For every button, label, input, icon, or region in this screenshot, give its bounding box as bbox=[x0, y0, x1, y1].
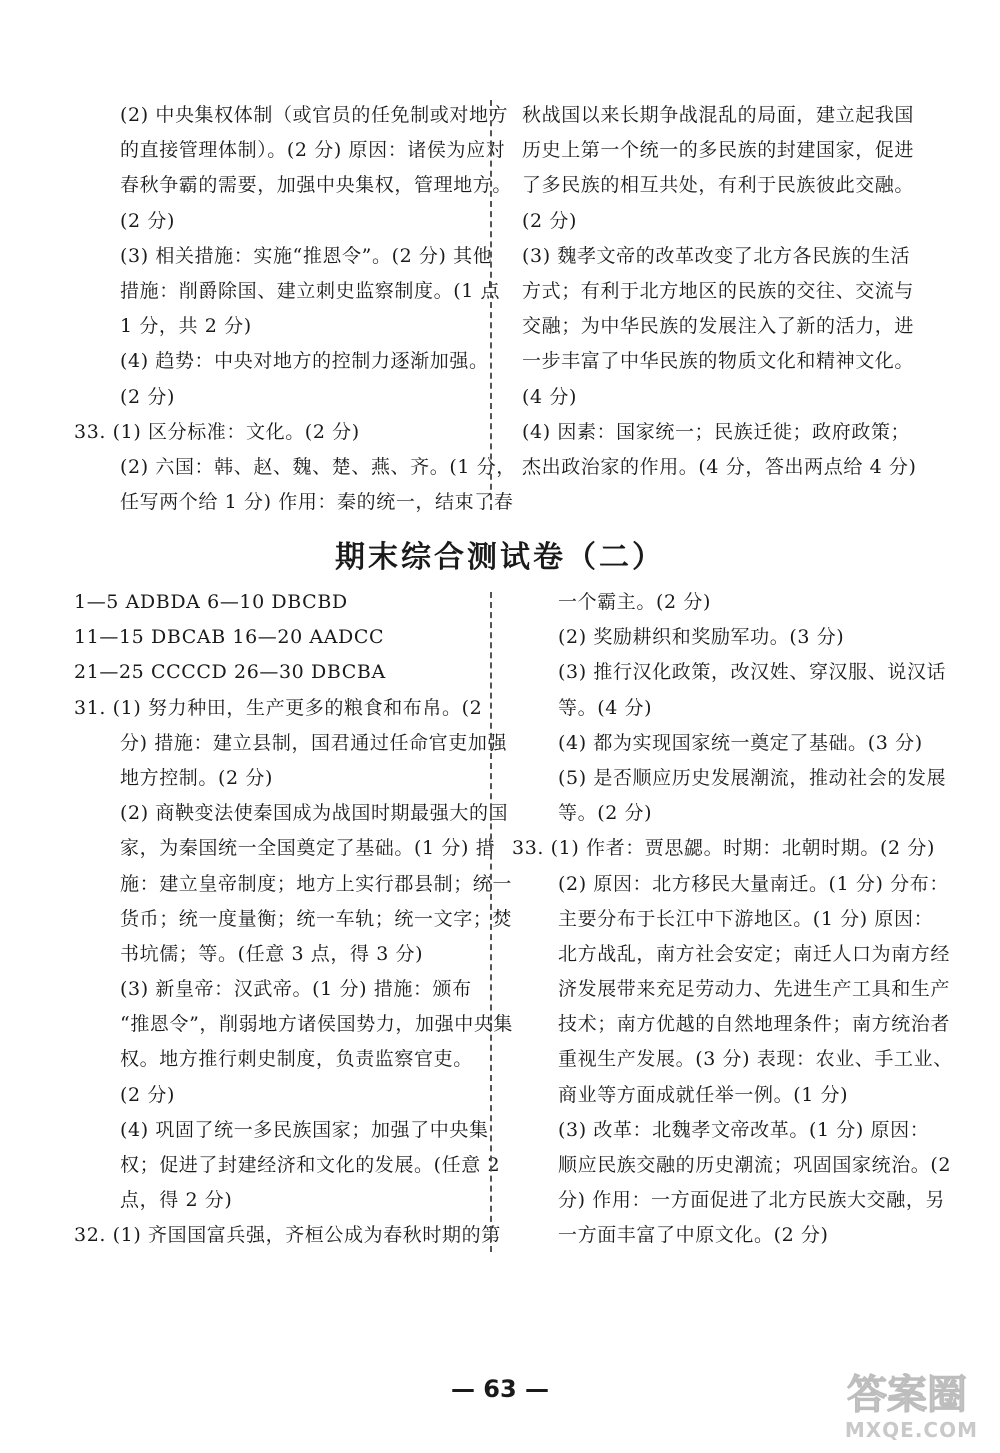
text-line: 任写两个给 1 分) 作用：秦的统一，结束了春 bbox=[120, 491, 514, 514]
text-line: 了多民族的相互共处，有利于民族彼此交融。 bbox=[522, 174, 915, 197]
text-line: 杰出政治家的作用。(4 分，答出两点给 4 分) bbox=[522, 455, 917, 478]
text-line: 顺应民族交融的历史潮流；巩固国家统治。(2 bbox=[558, 1154, 952, 1176]
text-line: 的直接管理体制）。(2 分) 原因：诸侯为应对 bbox=[120, 139, 506, 162]
text-line: (2) 奖励耕织和奖励军功。(3 分) bbox=[558, 626, 845, 649]
text-line: (3) 相关措施：实施“推恩令”。(2 分) 其他 bbox=[120, 244, 493, 267]
section-title: 期末综合测试卷（二） bbox=[335, 540, 665, 575]
top-left-column bbox=[74, 98, 516, 520]
text-line: (2) 六国：韩、赵、魏、楚、燕、齐。(1 分， bbox=[120, 455, 516, 478]
text-line: (2 分) bbox=[120, 385, 175, 408]
text-line: 33. (1) 作者：贾思勰。时期：北朝时期。(2 分) bbox=[512, 837, 935, 860]
bottom-left-column bbox=[74, 585, 514, 1254]
text-line: 等。(4 分) bbox=[558, 696, 653, 719]
text-line: (3) 魏孝文帝的改革改变了北方各民族的生活 bbox=[522, 244, 911, 267]
text-line: 1 分，共 2 分) bbox=[120, 315, 252, 338]
watermark-url: MXQE.COM bbox=[844, 1418, 978, 1442]
text-line: (2 分) bbox=[120, 1083, 175, 1106]
text-line: 一方面丰富了中原文化。(2 分) bbox=[558, 1224, 829, 1247]
page-number: — 63 — bbox=[450, 1375, 550, 1403]
text-line: 一个霸主。(2 分) bbox=[558, 591, 711, 613]
text-line: (3) 新皇帝：汉武帝。(1 分) 措施：颁布 bbox=[120, 978, 472, 1001]
text-line: 权。地方推行刺史制度，负责监察官吏。 bbox=[120, 1048, 473, 1071]
text-line: 11—15 DBCAB 16—20 AADCC bbox=[74, 626, 385, 649]
text-line: 等。(2 分) bbox=[558, 802, 653, 825]
text-line: (5) 是否顺应历史发展潮流，推动社会的发展 bbox=[558, 766, 947, 789]
text-line: 权；促进了封建经济和文化的发展。(任意 2 bbox=[120, 1154, 501, 1176]
text-line: (4) 都为实现国家统一奠定了基础。(3 分) bbox=[558, 731, 923, 754]
text-line: 地方控制。(2 分) bbox=[120, 766, 273, 789]
text-line: (4) 巩固了统一多民族国家；加强了中央集 bbox=[120, 1118, 489, 1141]
text-line: (2) 原因：北方移民大量南迁。(1 分) 分布： bbox=[558, 872, 949, 895]
text-line: 商业等方面成就任举一例。(1 分) bbox=[558, 1083, 849, 1106]
text-line: (3) 改革：北魏孝文帝改革。(1 分) 原因： bbox=[558, 1118, 930, 1141]
top-right-column bbox=[512, 98, 917, 485]
text-line: 技术；南方优越的自然地理条件；南方统治者 bbox=[558, 1013, 951, 1036]
text-line: 济发展带来充足劳动力、先进生产工具和生产 bbox=[558, 978, 951, 1001]
text-line: 33. (1) 区分标准：文化。(2 分) bbox=[74, 420, 360, 443]
text-line: 春秋争霸的需要，加强中央集权，管理地方。 bbox=[120, 174, 513, 197]
text-line: 31. (1) 努力种田，生产更多的粮食和布帛。(2 bbox=[74, 696, 483, 719]
text-line: 分) 措施：建立县制，国君通过任命官吏加强 bbox=[120, 731, 508, 754]
text-line: 点，得 2 分) bbox=[120, 1189, 233, 1212]
text-line: 措施：削爵除国、建立刺史监察制度。(1 点 bbox=[120, 279, 501, 302]
text-line: 交融；为中华民族的发展注入了新的活力，进 bbox=[522, 315, 915, 338]
top-column-divider bbox=[490, 100, 492, 510]
text-line: 历史上第一个统一的多民族的封建国家，促进 bbox=[522, 139, 915, 162]
text-line: 21—25 CCCCD 26—30 DBCBA bbox=[74, 661, 386, 684]
text-line: (2 分) bbox=[522, 209, 577, 232]
text-line: (2 分) bbox=[120, 209, 175, 232]
text-line: 家，为秦国统一全国奠定了基础。(1 分) 措 bbox=[120, 837, 496, 860]
text-line: 书坑儒；等。(任意 3 点，得 3 分) bbox=[120, 942, 424, 965]
text-line: 施：建立皇帝制度；地方上实行郡县制；统一 bbox=[120, 872, 513, 895]
text-line: (3) 推行汉化政策，改汉姓、穿汉服、说汉话 bbox=[558, 661, 947, 684]
text-line: 北方战乱，南方社会安定；南迁人口为南方经 bbox=[558, 942, 951, 965]
text-line: (4) 趋势：中央对地方的控制力逐渐加强。 bbox=[120, 350, 489, 373]
text-line: 重视生产发展。(3 分) 表现：农业、手工业、 bbox=[558, 1048, 953, 1071]
text-line: 1—5 ADBDA 6—10 DBCBD bbox=[74, 591, 348, 613]
text-line: 分) 作用：一方面促进了北方民族大交融，另 bbox=[558, 1189, 946, 1212]
text-line: (4 分) bbox=[522, 385, 577, 408]
text-line: 方式；有利于北方地区的民族的交往、交流与 bbox=[522, 279, 915, 302]
text-line: 32. (1) 齐国国富兵强，齐桓公成为春秋时期的第 bbox=[74, 1224, 501, 1247]
text-line: (2) 商鞅变法使秦国成为战国时期最强大的国 bbox=[120, 802, 509, 825]
text-line: 主要分布于长江中下游地区。(1 分) 原因： bbox=[558, 907, 934, 930]
text-line: (4) 因素：国家统一；民族迁徙；政府政策； bbox=[522, 420, 911, 443]
svg-text:答案圈: 答案圈 bbox=[847, 1372, 967, 1418]
text-line: 秋战国以来长期争战混乱的局面，建立起我国 bbox=[522, 104, 915, 126]
text-line: (2) 中央集权体制（或官员的任免制或对地方 bbox=[120, 104, 509, 126]
bottom-column-divider bbox=[490, 592, 492, 1252]
text-line: 一步丰富了中华民族的物质文化和精神文化。 bbox=[522, 350, 915, 373]
text-line: “推恩令”，削弱地方诸侯国势力，加强中央集 bbox=[120, 1013, 514, 1036]
text-line: 货币；统一度量衡；统一车轨；统一文字；焚 bbox=[120, 907, 513, 930]
bottom-right-column bbox=[512, 585, 953, 1254]
